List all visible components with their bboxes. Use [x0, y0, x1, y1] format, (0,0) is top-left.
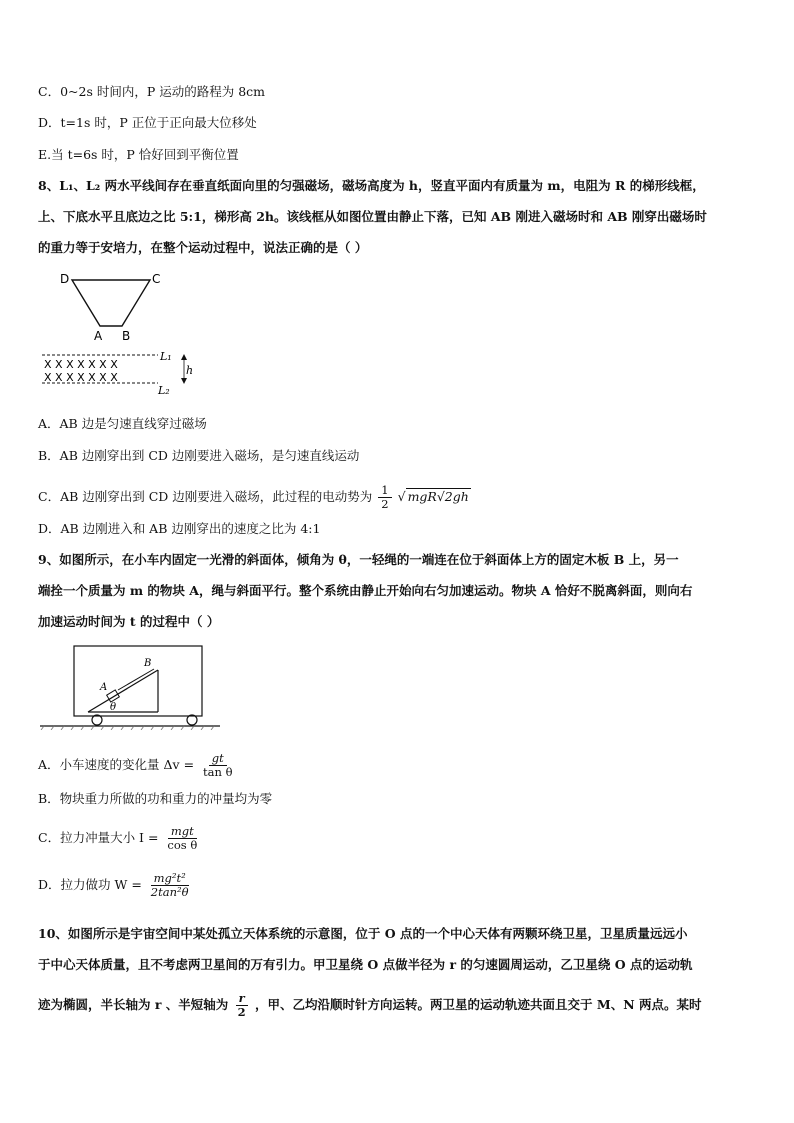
q8-stem-line3: 的重力等于安培力，在整个运动过程中，说法正确的是（ ）	[38, 240, 368, 255]
q9-option-a: A．小车速度的变化量 Δv = $\frac{gt}{\text{tan θ}}$	[38, 752, 238, 779]
q8-trapezoid-figure	[40, 268, 200, 398]
label-l1: L₁	[160, 350, 172, 363]
label-a: A	[100, 682, 108, 693]
q9-option-b: B．物块重力所做的功和重力的冲量均为零	[38, 791, 273, 806]
q7-option-d: D．t=1s 时，P 正位于正向最大位移处	[38, 115, 257, 130]
field-row-2: X X X X X X X	[44, 371, 118, 384]
label-h: h	[186, 364, 194, 377]
q8-option-d: D．AB 边刚进入和 AB 边刚穿出的速度之比为 4:1	[38, 521, 321, 536]
label-b: B	[122, 329, 131, 343]
cart-box	[74, 646, 202, 716]
q9-option-d-fraction: $\frac{\text{mg²t²}}{\text{2tan²θ}}$	[150, 871, 189, 899]
q8-option-c	[38, 484, 471, 511]
q9-option-c-fraction: $\frac{\text{mgt}}{\text{cos θ}}$	[167, 824, 198, 852]
q7-option-c: C．0~2s 时间内，P 运动的路程为 8cm	[38, 84, 265, 99]
trapezoid-frame	[72, 280, 150, 326]
field-row-1: X X X X X X X	[44, 358, 118, 371]
label-a: A	[94, 329, 103, 343]
q9-option-c: C．拉力冲量大小 I = $\frac{\text{mgt}}{\text{cos θ}}$	[38, 825, 202, 852]
q8-stem-line2: 上、下底水平且底边之比 5:1，梯形高 2h。该线框从如图位置由静止下落，已知 AB 刚进入磁场时和 AB 刚穿出磁场时	[38, 209, 707, 224]
q8-option-b: B．AB 边刚穿出到 CD 边刚要进入磁场，是匀速直线运动	[38, 448, 360, 463]
q9-option-a-fraction: $\frac{gt}{\text{tan θ}}$	[203, 751, 233, 779]
q9-stem-line1: 9、如图所示，在小车内固定一光滑的斜面体，倾角为 θ，一轻绳的一端连在位于斜面体上方的固定木板 B 上，另一	[38, 552, 679, 567]
q8-stem-line1: 8、L₁、L₂ 两水平线间存在垂直纸面向里的匀强磁场，磁场高度为 h，竖直平面内有质量为 m，电阻为 R 的梯形线框，	[38, 178, 705, 193]
label-theta: θ	[110, 702, 117, 713]
q9-stem-line3: 加速运动时间为 t 的过程中（ ）	[38, 614, 220, 629]
q8-option-a: A．AB 边是匀速直线穿过磁场	[38, 416, 207, 431]
q8-option-c-fraction: $\frac{1}{2}$	[378, 484, 391, 511]
label-b: B	[144, 658, 152, 669]
label-l2: L₂	[158, 384, 170, 397]
q8-option-c-sqrt: √ mgR√2gh	[397, 489, 469, 504]
label-d: D	[60, 272, 70, 286]
q7-option-e: E.当 t=6s 时，P 恰好回到平衡位置	[38, 147, 239, 162]
label-c: C	[152, 272, 161, 286]
q8-option-c-text: C．AB 边刚穿出到 CD 边刚要进入磁场，此过程的电动势为	[38, 489, 373, 504]
q10-stem-line1: 10、如图所示是宇宙空间中某处孤立天体系统的示意图，位于 O 点的一个中心天体有两颗环绕卫星，卫星质量远远小	[38, 926, 688, 941]
incline	[88, 670, 158, 712]
rope	[118, 669, 154, 690]
q9-cart-figure	[40, 640, 220, 730]
q10-stem-line3: 迹为椭圆，半长轴为 r 、半短轴为 $\frac{r}{2}$ ，甲、乙均沿顺时针方向运转。两卫星的运动轨迹共面且交于 M、N 两点。某时	[38, 991, 702, 1019]
q9-option-d: D．拉力做功 W = $\frac{\text{mg²t²}}{\text{2tan²θ}}$	[38, 872, 194, 899]
q10-fraction: $\frac{r}{2}$	[235, 992, 249, 1019]
q9-stem-line2: 端拴一个质量为 m 的物块 A，绳与斜面平行。整个系统由静止开始向右匀加速运动。物块 A 恰好不脱离斜面，则向右	[38, 583, 693, 598]
q10-stem-line2: 于中心天体质量，且不考虑两卫星间的万有引力。甲卫星绕 O 点做半径为 r 的匀速圆周运动，乙卫星绕 O 点的运动轨	[38, 957, 693, 972]
